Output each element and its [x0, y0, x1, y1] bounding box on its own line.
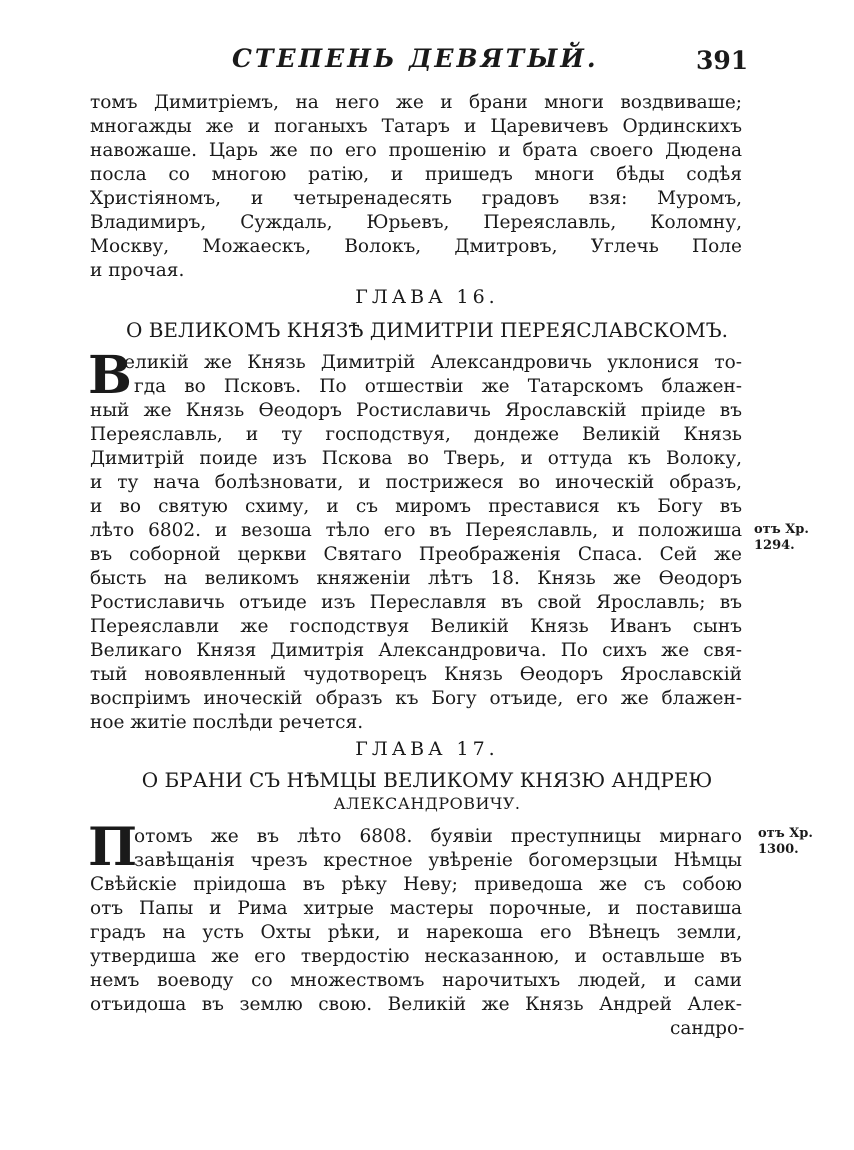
margin-note-line: отъ Хр.	[758, 826, 813, 841]
text-line: томъ Димитріемъ, на него же и брани многи воздвиваше;	[90, 92, 742, 113]
text-line: отъ Папы и Рима хитрые мастеры порочные, и поставиша	[90, 898, 742, 919]
margin-note-line: 1294.	[754, 538, 795, 553]
chapter-title: О БРАНИ СЪ НѢМЦЫ ВЕЛИКОМУ КНЯЗЮ АНДРЕЮ	[141, 768, 713, 792]
text-line: въ соборной церкви Святаго Преображенія Спаса. Сей же	[90, 544, 742, 565]
text-line: Владимиръ, Суждаль, Юрьевъ, Переяславль, Коломну,	[90, 212, 742, 233]
text-line: навожаше. Царь же по его прошенію и брата своего Дюдена	[90, 140, 742, 161]
text-line: Димитрій поиде изъ Пскова во Тверь, и оттуда къ Волоку,	[90, 448, 742, 469]
text-line: Свѣйскіе пріидоша въ рѣку Неву; приведоша же съ собою	[90, 874, 742, 895]
text-line: Переяславли же господствуя Великій Князь Иванъ сынъ	[90, 616, 742, 637]
text-line: Христіяномъ, и четыренадесять градовъ взя: Муромъ,	[90, 188, 742, 209]
text-line: тый новоявленный чудотворецъ Князь Ѳеодоръ Ярославскій	[90, 664, 742, 685]
text-line: Великаго Князя Димитрія Александровича. По сихъ же свя-	[90, 640, 742, 661]
text-line: отъидоша въ землю свою. Великій же Князь Андрей Алек-	[90, 994, 742, 1015]
drop-cap: В	[88, 345, 132, 406]
chapter-heading: ГЛАВА 17.	[355, 738, 499, 760]
text-line: отомъ же въ лѣто 6808. буявіи преступницы мирнаго	[134, 826, 742, 847]
chapter-title: О ВЕЛИКОМЪ КНЯЗѢ ДИМИТРІИ ПЕРЕЯСЛАВСКОМЪ.	[125, 318, 728, 342]
text-line: и прочая.	[90, 260, 185, 281]
text-line: гда во Псковъ. По отшествіи же Татарскомъ блажен-	[134, 376, 742, 397]
margin-note-line: отъ Хр.	[754, 522, 809, 537]
text-line: многажды же и поганыхъ Татаръ и Царевичевъ Ординскихъ	[90, 116, 742, 137]
text-line: утвердиша же его твердостію несказанною, и оставльше въ	[90, 946, 742, 967]
text-line: ное житіе послѣди речется.	[90, 712, 364, 733]
text-line: воспріимъ иноческій образъ къ Богу отъиде, его же блажен-	[90, 688, 742, 709]
text-line: Ростиславичь отъиде изъ Переславля въ свой Ярославль; въ	[90, 592, 742, 613]
drop-cap: П	[88, 817, 138, 878]
text-line: Переяславль, и ту господствуя, дондеже Великій Князь	[90, 424, 742, 445]
margin-note-line: 1300.	[758, 842, 799, 857]
text-line: бысть на великомъ княженіи лѣтъ 18. Князь же Ѳеодоръ	[90, 568, 742, 589]
text-line: градъ на усть Охты рѣки, и нарекоша его Вѣнецъ земли,	[90, 922, 742, 943]
text-line: ный же Князь Ѳеодоръ Ростиславичь Ярославскій пріиде въ	[90, 400, 742, 421]
chapter-heading: ГЛАВА 16.	[355, 286, 499, 308]
text-line: завѣщанія чрезъ крестное увѣреніе богомерзцыи Нѣмцы	[134, 850, 742, 871]
text-line: и ту нача болѣзновати, и пострижеся во иноческій образъ,	[90, 472, 742, 493]
margin-note-year	[754, 522, 809, 554]
page-number: 391	[696, 46, 749, 75]
running-title: СТЕПЕНЬ ДЕВЯТЫЙ.	[232, 44, 599, 73]
margin-note-year	[758, 826, 813, 858]
text-line: еликій же Князь Димитрій Александровичь уклонися то-	[124, 352, 742, 373]
chapter-subtitle: АЛЕКСАНДРОВИЧУ.	[333, 794, 521, 813]
text-line: немъ воеводу со множествомъ нарочитыхъ людей, и сами	[90, 970, 742, 991]
text-line: лѣто 6802. и везоша тѣло его въ Переяславль, и положиша	[90, 520, 742, 541]
text-line: посла со многою ратію, и пришедъ многи бѣды содѣя	[90, 164, 742, 185]
catchword: сандро-	[670, 1018, 745, 1039]
text-line: Москву, Можаескъ, Волокъ, Дмитровъ, Углечь Поле	[90, 236, 742, 257]
text-line: и во святую схиму, и съ миромъ преставися къ Богу въ	[90, 496, 742, 517]
